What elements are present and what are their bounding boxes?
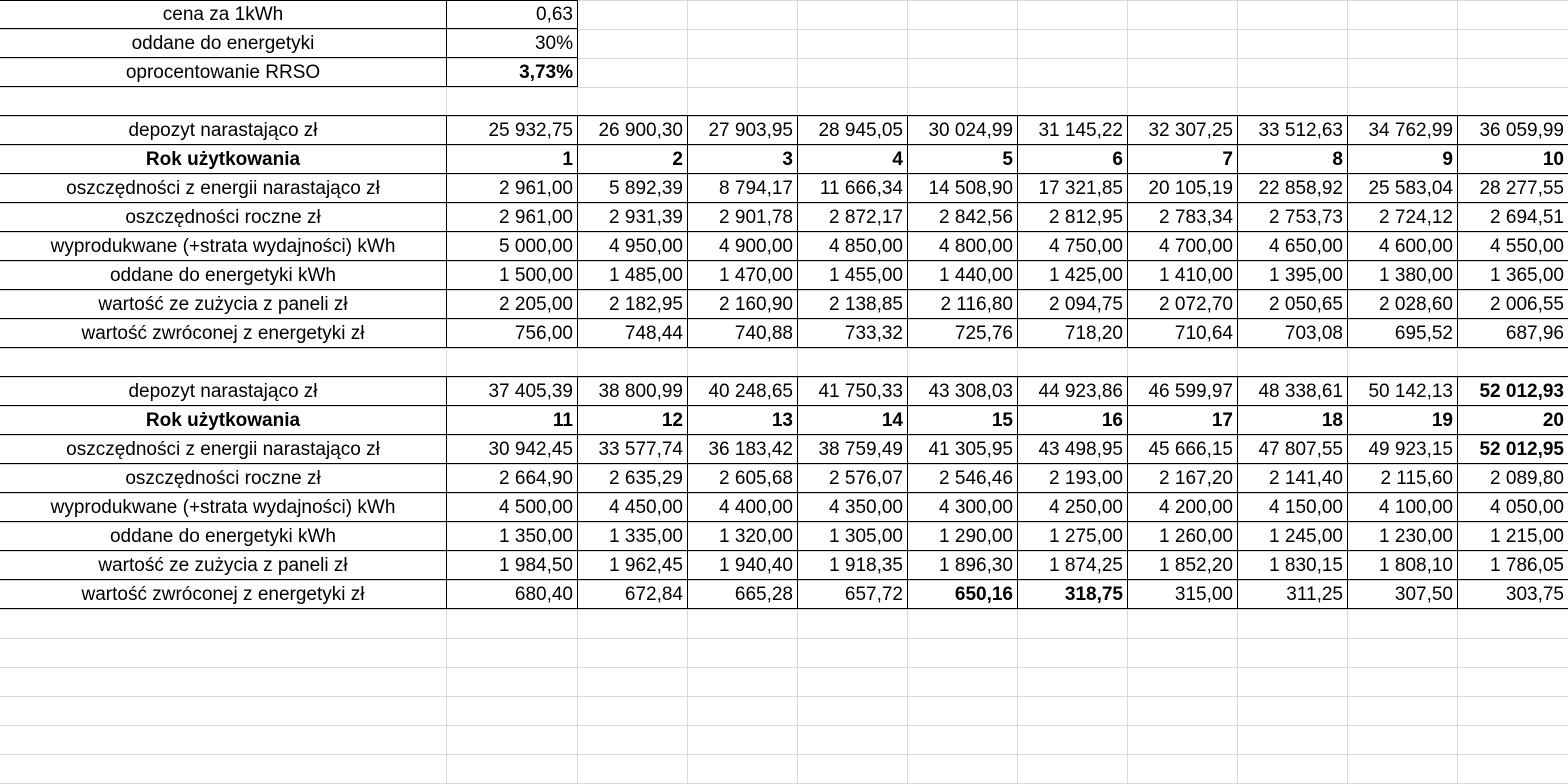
table-cell[interactable]: 11 666,34 xyxy=(819,178,903,199)
row-label[interactable]: wartość zwróconej z energetyki zł xyxy=(81,323,365,344)
table-cell[interactable]: 4 350,00 xyxy=(829,497,903,518)
table-cell[interactable]: 4 450,00 xyxy=(609,497,683,518)
table-cell[interactable]: 1 962,45 xyxy=(609,555,683,576)
table-cell[interactable]: 14 508,90 xyxy=(928,178,1013,199)
param-value[interactable]: 3,73% xyxy=(519,62,573,83)
table-cell[interactable]: 2 901,78 xyxy=(719,207,793,228)
cell-border xyxy=(0,405,1568,406)
cell-border xyxy=(0,86,577,87)
table-cell[interactable]: 7 xyxy=(1222,149,1233,170)
table-cell[interactable]: 2 193,00 xyxy=(1049,468,1123,489)
table-cell[interactable]: 1 470,00 xyxy=(719,265,793,286)
table-cell[interactable]: 14 xyxy=(881,410,903,431)
table-cell[interactable]: 36 059,99 xyxy=(1479,120,1564,141)
table-cell[interactable]: 25 932,75 xyxy=(488,120,573,141)
table-cell[interactable]: 12 xyxy=(661,410,683,431)
cell-border xyxy=(0,173,1568,174)
param-value[interactable]: 30% xyxy=(534,33,573,54)
table-cell[interactable]: 2 141,40 xyxy=(1269,468,1343,489)
table-cell[interactable]: 16 xyxy=(1101,410,1123,431)
table-cell[interactable]: 1 290,00 xyxy=(939,526,1013,547)
cell-border xyxy=(0,115,1568,116)
table-cell[interactable]: 733,32 xyxy=(844,323,903,344)
cell-border xyxy=(0,376,1568,377)
table-cell[interactable]: 303,75 xyxy=(1505,584,1564,605)
table-cell[interactable]: 2 783,34 xyxy=(1159,207,1233,228)
cell-border xyxy=(1127,376,1128,609)
table-cell[interactable]: 703,08 xyxy=(1284,323,1343,344)
table-cell[interactable]: 32 307,25 xyxy=(1148,120,1233,141)
table-cell[interactable]: 1 984,50 xyxy=(499,555,573,576)
table-cell[interactable]: 20 105,19 xyxy=(1148,178,1233,199)
cell-border xyxy=(0,231,1568,232)
table-cell[interactable]: 4 700,00 xyxy=(1159,236,1233,257)
table-cell[interactable]: 665,28 xyxy=(734,584,793,605)
table-cell[interactable]: 2 576,07 xyxy=(829,468,903,489)
table-cell[interactable]: 1 335,00 xyxy=(609,526,683,547)
cell-border xyxy=(687,115,688,348)
row-label[interactable]: wyprodukwane (+strata wydajności) kWh xyxy=(50,497,396,518)
gridline xyxy=(0,667,1568,668)
table-cell[interactable]: 52 012,95 xyxy=(1479,439,1564,460)
param-label[interactable]: oprocentowanie RRSO xyxy=(125,62,321,83)
table-cell[interactable]: 37 405,39 xyxy=(488,381,573,402)
table-cell[interactable]: 1 918,35 xyxy=(829,555,903,576)
table-cell[interactable]: 1 786,05 xyxy=(1490,555,1564,576)
table-cell[interactable]: 31 145,22 xyxy=(1038,120,1123,141)
param-label[interactable]: oddane do energetyki xyxy=(131,33,315,54)
table-cell[interactable]: 718,20 xyxy=(1064,323,1123,344)
table-cell[interactable]: 1 365,00 xyxy=(1490,265,1564,286)
row-label[interactable]: oszczędności roczne zł xyxy=(125,207,321,228)
table-cell[interactable]: 2 072,70 xyxy=(1159,294,1233,315)
table-cell[interactable]: 2 931,39 xyxy=(609,207,683,228)
table-cell[interactable]: 2 694,51 xyxy=(1490,207,1564,228)
cell-border xyxy=(446,115,447,348)
table-cell[interactable]: 2 205,00 xyxy=(499,294,573,315)
table-cell[interactable]: 2 961,00 xyxy=(499,178,573,199)
table-cell[interactable]: 680,40 xyxy=(514,584,573,605)
table-cell[interactable]: 1 xyxy=(562,149,573,170)
table-cell[interactable]: 748,44 xyxy=(624,323,683,344)
cell-border xyxy=(1457,376,1458,609)
table-cell[interactable]: 1 275,00 xyxy=(1049,526,1123,547)
cell-border xyxy=(1457,115,1458,348)
row-label[interactable]: depozyt narastająco zł xyxy=(128,120,318,141)
table-cell[interactable]: 1 852,20 xyxy=(1159,555,1233,576)
cell-border xyxy=(0,492,1568,493)
table-cell[interactable]: 45 666,15 xyxy=(1148,439,1233,460)
table-cell[interactable]: 4 250,00 xyxy=(1049,497,1123,518)
gridline xyxy=(0,754,1568,755)
table-cell[interactable]: 740,88 xyxy=(734,323,793,344)
gridline xyxy=(0,638,1568,639)
gridline xyxy=(0,87,1568,88)
table-cell[interactable]: 50 142,13 xyxy=(1368,381,1453,402)
table-cell[interactable]: 52 012,93 xyxy=(1479,381,1564,402)
cell-border xyxy=(577,376,578,609)
table-cell[interactable]: 695,52 xyxy=(1394,323,1453,344)
cell-border xyxy=(1347,376,1348,609)
row-label[interactable]: wartość zwróconej z energetyki zł xyxy=(81,584,365,605)
table-cell[interactable]: 17 321,85 xyxy=(1038,178,1123,199)
table-cell[interactable]: 36 183,42 xyxy=(708,439,793,460)
table-cell[interactable]: 2 050,65 xyxy=(1269,294,1343,315)
table-cell[interactable]: 6 xyxy=(1112,149,1123,170)
table-cell[interactable]: 1 380,00 xyxy=(1379,265,1453,286)
table-cell[interactable]: 1 808,10 xyxy=(1379,555,1453,576)
table-cell[interactable]: 4 500,00 xyxy=(499,497,573,518)
cell-border xyxy=(0,608,1568,609)
table-cell[interactable]: 1 896,30 xyxy=(939,555,1013,576)
table-cell[interactable]: 38 800,99 xyxy=(598,381,683,402)
table-cell[interactable]: 1 455,00 xyxy=(829,265,903,286)
table-cell[interactable]: 4 900,00 xyxy=(719,236,793,257)
table-cell[interactable]: 1 230,00 xyxy=(1379,526,1453,547)
table-cell[interactable]: 4 600,00 xyxy=(1379,236,1453,257)
cell-border xyxy=(0,202,1568,203)
row-label[interactable]: Rok użytkowania xyxy=(145,410,301,431)
table-cell[interactable]: 3 xyxy=(782,149,793,170)
table-cell[interactable]: 4 100,00 xyxy=(1379,497,1453,518)
cell-border xyxy=(0,463,1568,464)
cell-border xyxy=(0,144,1568,145)
table-cell[interactable]: 1 320,00 xyxy=(719,526,793,547)
table-cell[interactable]: 30 024,99 xyxy=(928,120,1013,141)
table-cell[interactable]: 15 xyxy=(991,410,1013,431)
table-cell[interactable]: 4 950,00 xyxy=(609,236,683,257)
table-cell[interactable]: 2 028,60 xyxy=(1379,294,1453,315)
cell-border xyxy=(1237,376,1238,609)
table-cell[interactable]: 2 182,95 xyxy=(609,294,683,315)
cell-border xyxy=(0,318,1568,319)
table-cell[interactable]: 2 167,20 xyxy=(1159,468,1233,489)
cell-border xyxy=(1017,115,1018,348)
table-cell[interactable]: 1 940,40 xyxy=(719,555,793,576)
table-cell[interactable]: 2 872,17 xyxy=(829,207,903,228)
table-cell[interactable]: 11 xyxy=(552,410,573,431)
row-label[interactable]: Rok użytkowania xyxy=(145,149,301,170)
table-cell[interactable]: 4 xyxy=(892,149,903,170)
cell-border xyxy=(0,28,577,29)
table-cell[interactable]: 2 724,12 xyxy=(1379,207,1453,228)
table-cell[interactable]: 1 410,00 xyxy=(1159,265,1233,286)
table-cell[interactable]: 44 923,86 xyxy=(1038,381,1123,402)
row-label[interactable]: wartość ze zużycia z paneli zł xyxy=(98,555,348,576)
cell-border xyxy=(1347,115,1348,348)
table-cell[interactable]: 2 006,55 xyxy=(1490,294,1564,315)
table-cell[interactable]: 1 350,00 xyxy=(499,526,573,547)
table-cell[interactable]: 315,00 xyxy=(1174,584,1233,605)
table-cell[interactable]: 41 305,95 xyxy=(928,439,1013,460)
table-cell[interactable]: 1 830,15 xyxy=(1269,555,1343,576)
cell-border xyxy=(446,376,447,609)
table-cell[interactable]: 25 583,04 xyxy=(1368,178,1453,199)
cell-border xyxy=(797,115,798,348)
row-label[interactable]: oddane do energetyki kWh xyxy=(109,265,337,286)
table-cell[interactable]: 47 807,55 xyxy=(1258,439,1343,460)
row-label[interactable]: oszczędności roczne zł xyxy=(125,468,321,489)
table-cell[interactable]: 318,75 xyxy=(1064,584,1123,605)
table-cell[interactable]: 657,72 xyxy=(844,584,903,605)
table-cell[interactable]: 38 759,49 xyxy=(818,439,903,460)
table-cell[interactable]: 2 115,60 xyxy=(1380,468,1453,489)
cell-border xyxy=(577,0,578,87)
row-label[interactable]: wartość ze zużycia z paneli zł xyxy=(98,294,348,315)
cell-border xyxy=(0,347,1568,348)
cell-border xyxy=(1017,376,1018,609)
table-cell[interactable]: 26 900,30 xyxy=(598,120,683,141)
table-cell[interactable]: 2 961,00 xyxy=(499,207,573,228)
table-cell[interactable]: 4 750,00 xyxy=(1049,236,1123,257)
table-cell[interactable]: 2 635,29 xyxy=(609,468,683,489)
table-cell[interactable]: 4 550,00 xyxy=(1490,236,1564,257)
table-cell[interactable]: 28 945,05 xyxy=(818,120,903,141)
table-cell[interactable]: 43 308,03 xyxy=(928,381,1013,402)
table-cell[interactable]: 1 245,00 xyxy=(1269,526,1343,547)
gridline xyxy=(0,725,1568,726)
cell-border xyxy=(1237,115,1238,348)
table-cell[interactable]: 4 200,00 xyxy=(1159,497,1233,518)
table-cell[interactable]: 650,16 xyxy=(954,584,1013,605)
table-cell[interactable]: 1 485,00 xyxy=(609,265,683,286)
table-cell[interactable]: 2 664,90 xyxy=(499,468,573,489)
table-cell[interactable]: 49 923,15 xyxy=(1368,439,1453,460)
gridline xyxy=(0,696,1568,697)
table-cell[interactable]: 22 858,92 xyxy=(1258,178,1343,199)
table-cell[interactable]: 1 500,00 xyxy=(499,265,573,286)
table-cell[interactable]: 28 277,55 xyxy=(1479,178,1564,199)
table-cell[interactable]: 4 300,00 xyxy=(939,497,1013,518)
table-cell[interactable]: 2 753,73 xyxy=(1269,207,1343,228)
table-cell[interactable]: 2 842,56 xyxy=(939,207,1013,228)
cell-border xyxy=(0,57,577,58)
table-cell[interactable]: 5 000,00 xyxy=(499,236,573,257)
table-cell[interactable]: 20 xyxy=(1542,410,1564,431)
cell-border xyxy=(0,521,1568,522)
table-cell[interactable]: 4 850,00 xyxy=(829,236,903,257)
cell-border xyxy=(907,376,908,609)
row-label[interactable]: oddane do energetyki kWh xyxy=(109,526,337,547)
table-cell[interactable]: 2 094,75 xyxy=(1049,294,1123,315)
table-cell[interactable]: 2 605,68 xyxy=(719,468,793,489)
cell-border xyxy=(0,579,1568,580)
gridline xyxy=(0,609,1568,610)
table-cell[interactable]: 5 xyxy=(1002,149,1013,170)
row-label[interactable]: oszczędności z energii narastająco zł xyxy=(66,439,380,460)
table-cell[interactable]: 19 xyxy=(1431,410,1453,431)
table-cell[interactable]: 8 xyxy=(1332,149,1343,170)
table-cell[interactable]: 2 546,46 xyxy=(939,468,1013,489)
table-cell[interactable]: 10 xyxy=(1542,149,1564,170)
table-cell[interactable]: 1 425,00 xyxy=(1049,265,1123,286)
table-cell[interactable]: 27 903,95 xyxy=(708,120,793,141)
table-cell[interactable]: 2 116,80 xyxy=(940,294,1013,315)
cell-border xyxy=(577,115,578,348)
table-cell[interactable]: 40 248,65 xyxy=(708,381,793,402)
table-cell[interactable]: 1 305,00 xyxy=(829,526,903,547)
cell-border xyxy=(0,289,1568,290)
param-label[interactable]: cena za 1kWh xyxy=(162,4,284,25)
cell-border xyxy=(446,0,447,87)
cell-border xyxy=(1127,115,1128,348)
cell-border xyxy=(0,550,1568,551)
table-cell[interactable]: 17 xyxy=(1211,410,1233,431)
table-cell[interactable]: 1 874,25 xyxy=(1049,555,1123,576)
table-cell[interactable]: 13 xyxy=(771,410,793,431)
table-cell[interactable]: 8 794,17 xyxy=(719,178,793,199)
table-cell[interactable]: 1 260,00 xyxy=(1159,526,1233,547)
table-cell[interactable]: 43 498,95 xyxy=(1038,439,1123,460)
cell-border xyxy=(0,0,577,1)
table-cell[interactable]: 33 512,63 xyxy=(1258,120,1343,141)
table-cell[interactable]: 9 xyxy=(1442,149,1453,170)
param-value[interactable]: 0,63 xyxy=(536,4,573,25)
cell-border xyxy=(0,434,1568,435)
table-cell[interactable]: 2 138,85 xyxy=(829,294,903,315)
row-label[interactable]: depozyt narastająco zł xyxy=(128,381,318,402)
table-cell[interactable]: 30 942,45 xyxy=(488,439,573,460)
table-cell[interactable]: 710,64 xyxy=(1174,323,1233,344)
table-cell[interactable]: 1 395,00 xyxy=(1269,265,1343,286)
table-cell[interactable]: 307,50 xyxy=(1394,584,1453,605)
table-cell[interactable]: 672,84 xyxy=(624,584,683,605)
table-cell[interactable]: 311,25 xyxy=(1286,584,1343,605)
cell-border xyxy=(0,260,1568,261)
table-cell[interactable]: 1 215,00 xyxy=(1490,526,1564,547)
table-cell[interactable]: 4 400,00 xyxy=(719,497,793,518)
cell-border xyxy=(797,376,798,609)
table-cell[interactable]: 2 812,95 xyxy=(1049,207,1123,228)
table-cell[interactable]: 48 338,61 xyxy=(1258,381,1343,402)
table-cell[interactable]: 5 892,39 xyxy=(609,178,683,199)
row-label[interactable]: oszczędności z energii narastająco zł xyxy=(66,178,380,199)
table-cell[interactable]: 4 150,00 xyxy=(1269,497,1343,518)
table-cell[interactable]: 2 089,80 xyxy=(1490,468,1564,489)
table-cell[interactable]: 2 160,90 xyxy=(719,294,793,315)
table-cell[interactable]: 4 650,00 xyxy=(1269,236,1343,257)
table-cell[interactable]: 756,00 xyxy=(514,323,573,344)
table-cell[interactable]: 687,96 xyxy=(1505,323,1564,344)
table-cell[interactable]: 41 750,33 xyxy=(818,381,903,402)
table-cell[interactable]: 18 xyxy=(1321,410,1343,431)
table-cell[interactable]: 33 577,74 xyxy=(598,439,683,460)
gridline xyxy=(0,348,1568,349)
table-cell[interactable]: 1 440,00 xyxy=(939,265,1013,286)
table-cell[interactable]: 4 800,00 xyxy=(939,236,1013,257)
table-cell[interactable]: 34 762,99 xyxy=(1368,120,1453,141)
table-cell[interactable]: 46 599,97 xyxy=(1148,381,1233,402)
table-cell[interactable]: 2 xyxy=(672,149,683,170)
cell-border xyxy=(687,376,688,609)
table-cell[interactable]: 725,76 xyxy=(954,323,1013,344)
row-label[interactable]: wyprodukwane (+strata wydajności) kWh xyxy=(50,236,396,257)
table-cell[interactable]: 4 050,00 xyxy=(1490,497,1564,518)
cell-border xyxy=(907,115,908,348)
